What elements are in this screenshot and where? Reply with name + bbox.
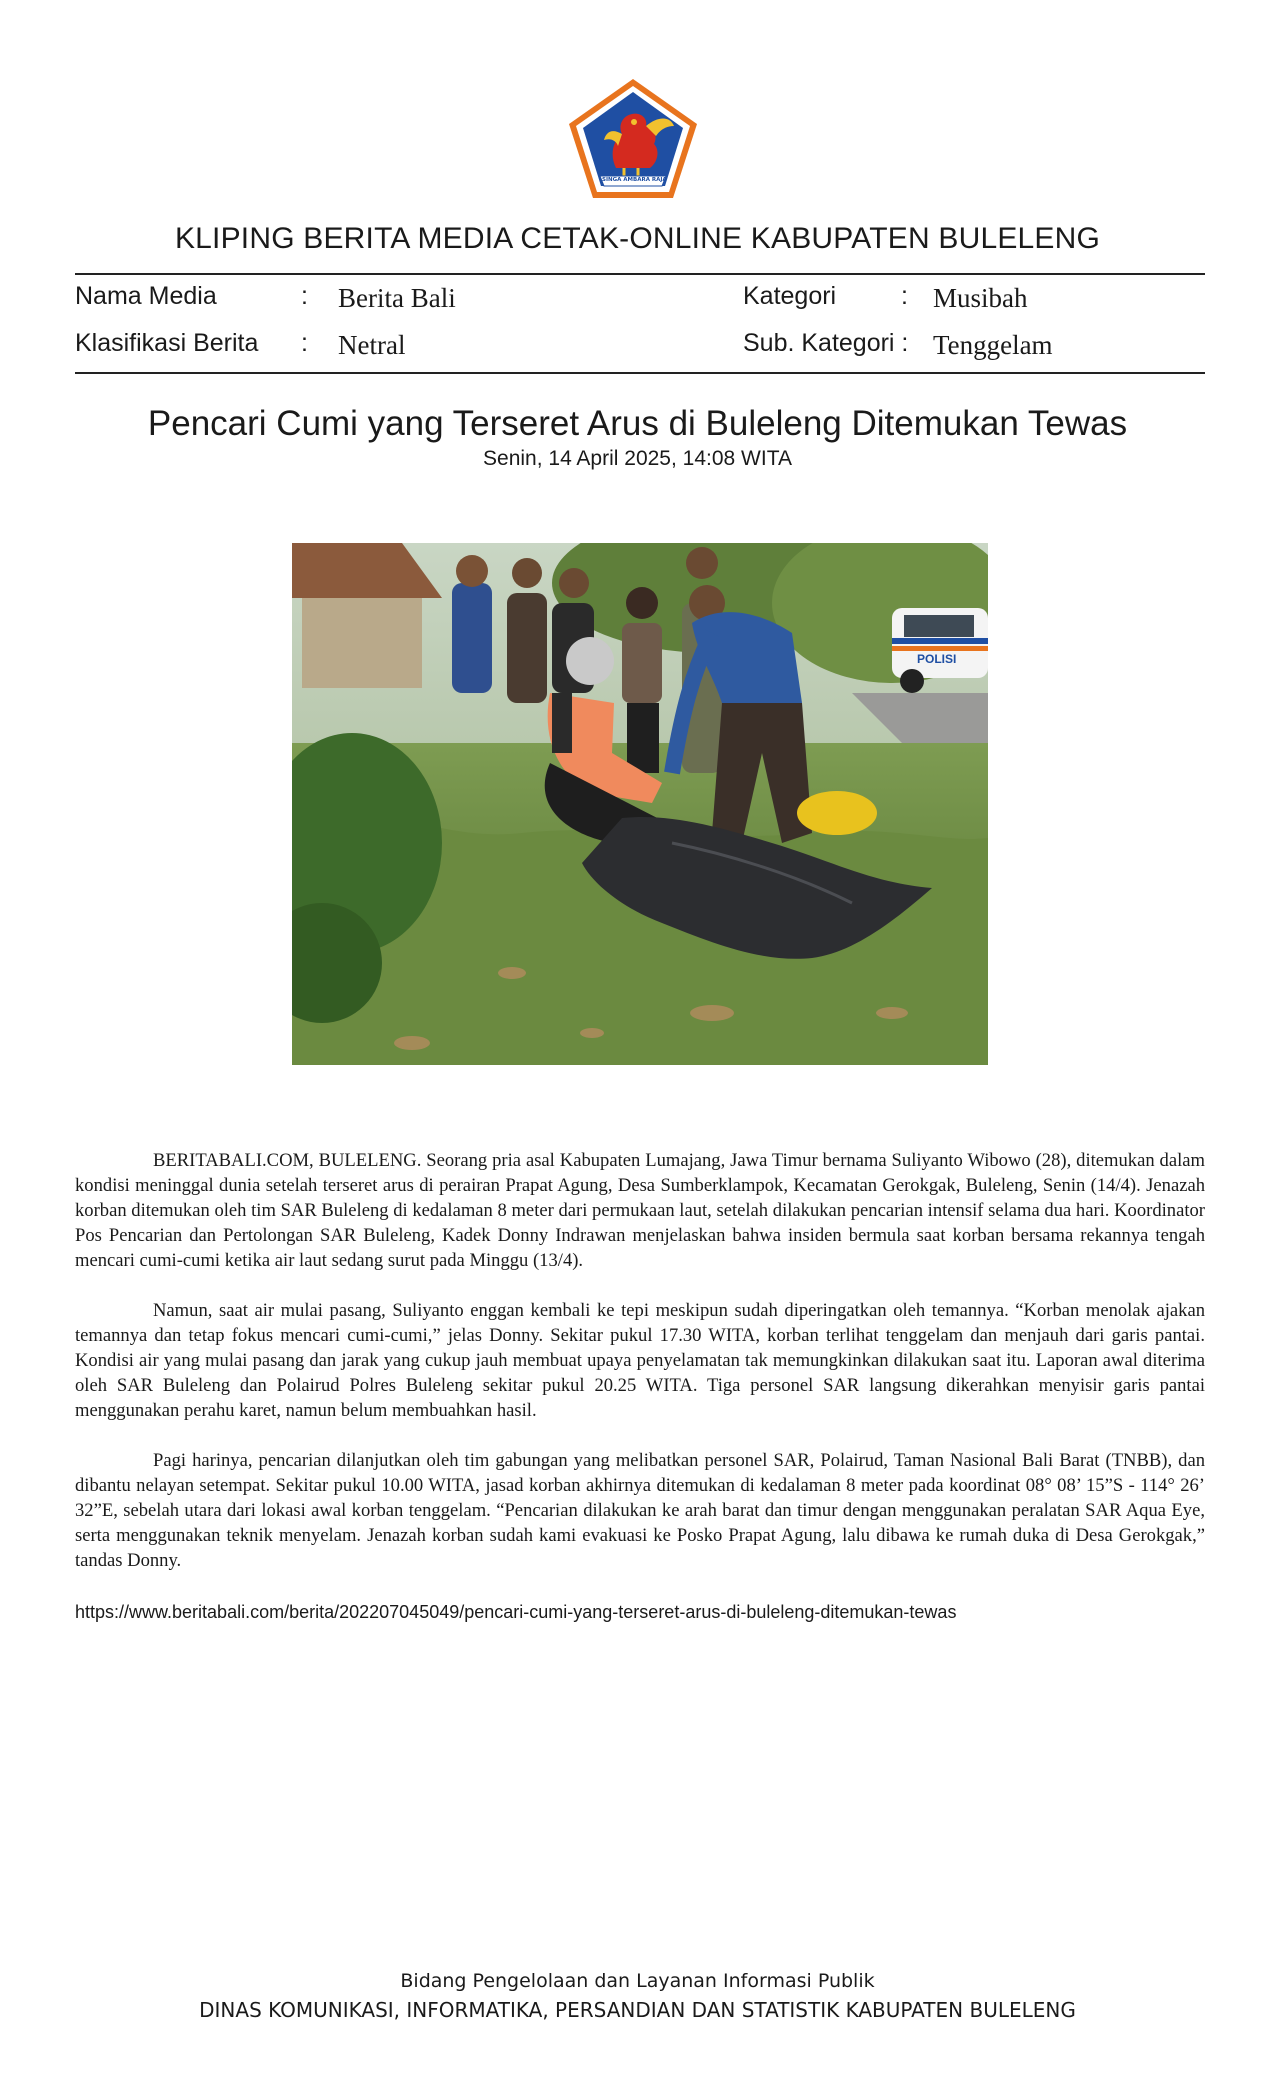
category-colon: : bbox=[901, 282, 908, 310]
article-photo bbox=[292, 543, 988, 1065]
article-paragraph: BERITABALI.COM, BULELENG. Seorang pria asal Kabupaten Lumajang, Jawa Timur bernama Suliyanto Wibowo (28), ditemukan dalam kondisi meninggal dunia setelah terseret arus di perairan Prapat Agung, Desa Sumberklampok, Kecamatan Gerokgak, Buleleng, Senin (14/4). Jenazah korban ditemukan oleh tim SAR Buleleng di kedalaman 8 meter dari permukaan laut, setelah dilakukan pencarian intensif selama dua hari. Koordinator Pos Pencarian dan Pertolongan SAR Buleleng, Kadek Donny Indrawan menjelaskan bahwa insiden bermula saat korban bersama rekannya tengah mencari cumi-cumi ketika air laut sedang surut pada Minggu (13/4). bbox=[75, 1150, 1205, 1271]
article-date: Senin, 14 April 2025, 14:08 WITA bbox=[483, 447, 792, 470]
logo-motto-text: SINGA AMBARA RAJA bbox=[602, 177, 667, 183]
classification-value: Netral bbox=[338, 330, 406, 360]
subcategory-value: Tenggelam bbox=[933, 330, 1053, 360]
media-name-colon: : bbox=[301, 282, 308, 310]
category-value: Musibah bbox=[933, 283, 1028, 313]
kabupaten-buleleng-logo bbox=[566, 76, 700, 201]
subcategory-label: Sub. Kategori : bbox=[743, 329, 909, 357]
article-paragraph: Pagi harinya, pencarian dilanjutkan oleh tim gabungan yang melibatkan personel SAR, Polairud, Taman Nasional Bali Barat (TNBB), dan dibantu nelayan setempat. Sekitar pukul 10.00 WITA, jasad korban akhirnya ditemukan di kedalaman 8 meter pada koordinat 08° 08’ 15”S - 114° 26’ 32”E, sebelah utara dari lokasi awal korban tenggelam. “Pencarian dilakukan ke arah barat dan timur dengan menggunakan peralatan SAR Aqua Eye, serta menggunakan teknik menyelam. Jenazah korban sudah kami evakuasi ke Posko Prapat Agung, lalu dibawa ke rumah duka di Desa Gerokgak,” tandas Donny. bbox=[75, 1450, 1205, 1571]
footer-agency-name: DINAS KOMUNIKASI, INFORMATIKA, PERSANDIAN DAN STATISTIK KABUPATEN BULELENG bbox=[199, 1998, 1076, 2022]
classification-colon: : bbox=[301, 329, 308, 357]
classification-label: Klasifikasi Berita bbox=[75, 329, 259, 357]
document-header-title: KLIPING BERITA MEDIA CETAK-ONLINE KABUPATEN BULELENG bbox=[174, 222, 1101, 255]
article-title: Pencari Cumi yang Terseret Arus di Buleleng Ditemukan Tewas bbox=[147, 404, 1128, 443]
source-url-link[interactable]: https://www.beritabali.com/berita/202207045049/pencari-cumi-yang-terseret-arus-di-buleleng-ditemukan-tewas bbox=[75, 1602, 957, 1622]
media-name-label: Nama Media bbox=[75, 282, 217, 310]
search-rescue-scene-illustration bbox=[292, 543, 988, 1065]
header-divider-bottom bbox=[75, 372, 1205, 374]
article-paragraph: Namun, saat air mulai pasang, Suliyanto enggan kembali ke tepi meskipun sudah diperingatkan oleh temannya. “Korban menolak ajakan temannya dan tetap fokus mencari cumi-cumi,” jelas Donny. Sekitar pukul 17.30 WITA, korban terlihat tenggelam dan menjauh dari garis pantai. Kondisi air yang mulai pasang dan jarak yang cukup jauh membuat upaya penyelamatan tak memungkinkan dilakukan saat itu. Laporan awal diterima oleh SAR Buleleng dan Polairud Polres Buleleng sekitar pukul 20.25 WITA. Tiga personel SAR langsung dikerahkan menyisir garis pantai menggunakan perahu karet, namun belum membuahkan hasil. bbox=[75, 1300, 1205, 1421]
footer-division-name: Bidang Pengelolaan dan Layanan Informasi Publik bbox=[400, 1970, 875, 1992]
article-body bbox=[75, 1148, 1205, 1598]
header-divider-top bbox=[75, 273, 1205, 275]
svg-text:POLISI: POLISI bbox=[917, 652, 957, 666]
category-label: Kategori bbox=[743, 282, 837, 310]
media-name-value: Berita Bali bbox=[338, 283, 456, 313]
